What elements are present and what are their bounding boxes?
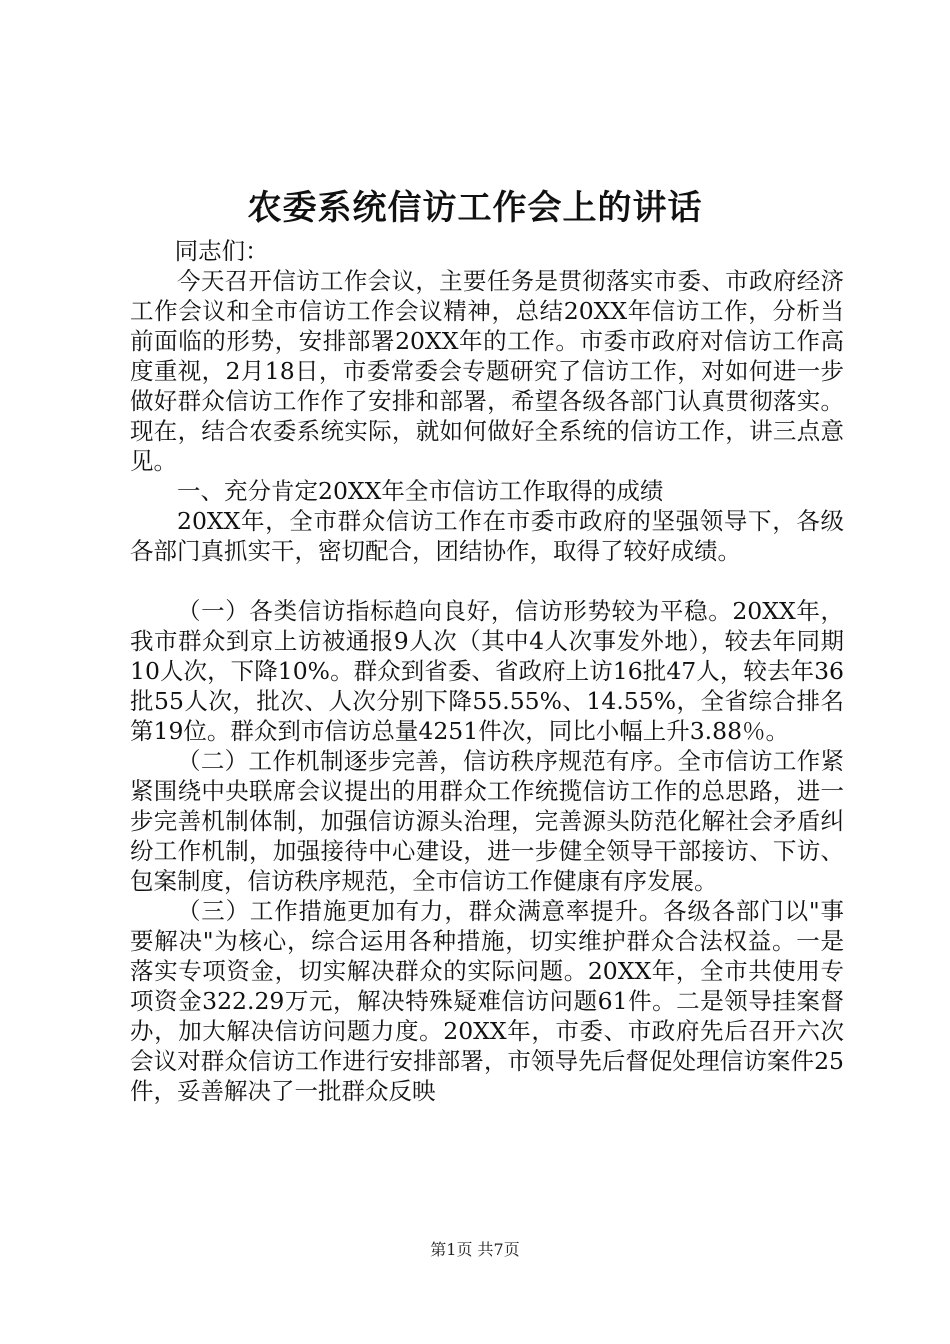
body-paragraph-intro: 今天召开信访工作会议，主要任务是贯彻落实市委、市政府经济工作会议和全市信访工作会议精神，总结20XX年信访工作，分析当前面临的形势，安排部署20XX年的工作。市委市政府对信访工作高度重视，2月18日，市委常委会专题研究了信访工作，对如何进一步做好群众信访工作作了安排和部署，希望各级各部门认真贯彻落实。现在，结合农委系统实际，就如何做好全系统的信访工作，讲三点意见。 [130,267,844,475]
section-heading-1: 一、充分肯定20XX年全市信访工作取得的成绩 [177,477,664,505]
body-paragraph-point-2: （二）工作机制逐步完善，信访秩序规范有序。全市信访工作紧紧围绕中央联席会议提出的用群众工作统揽信访工作的总思路，进一步完善机制体制，加强信访源头治理，完善源头防范化解社会矛盾纠纷工作机制，加强接待中心建设，进一步健全领导干部接访、下访、包案制度，信访秩序规范，全市信访工作健康有序发展。 [130,747,844,895]
body-paragraph-point-1: （一）各类信访指标趋向良好，信访形势较为平稳。20XX年，我市群众到京上访被通报9人次（其中4人次事发外地），较去年同期10人次，下降10%。群众到省委、省政府上访16批47人，较去年36批55人次，批次、人次分别下降55.55%、14.55%，全省综合排名第19位。群众到市信访总量4251件次，同比小幅上升3.88％。 [130,597,844,745]
document-body [130,236,844,1106]
body-paragraph-point-3: （三）工作措施更加有力，群众满意率提升。各级各部门以"事要解决"为核心，综合运用各种措施，切实维护群众合法权益。一是落实专项资金，切实解决群众的实际问题。20XX年，全市共使用专项资金322.29万元，解决特殊疑难信访问题61件。二是领导挂案督办，加大解决信访问题力度。20XX年，市委、市政府先后召开六次会议对群众信访工作进行安排部署，市领导先后督促处理信访案件25件，妥善解决了一批群众反映 [130,897,844,1105]
greeting-line: 同志们： [174,237,269,265]
document-title: 农委系统信访工作会上的讲话 [247,188,703,228]
page-number-footer: 第1页 共7页 [430,1240,520,1259]
body-paragraph-summary: 20XX年，全市群众信访工作在市委市政府的坚强领导下，各级各部门真抓实干，密切配合，团结协作，取得了较好成绩。 [130,507,844,565]
